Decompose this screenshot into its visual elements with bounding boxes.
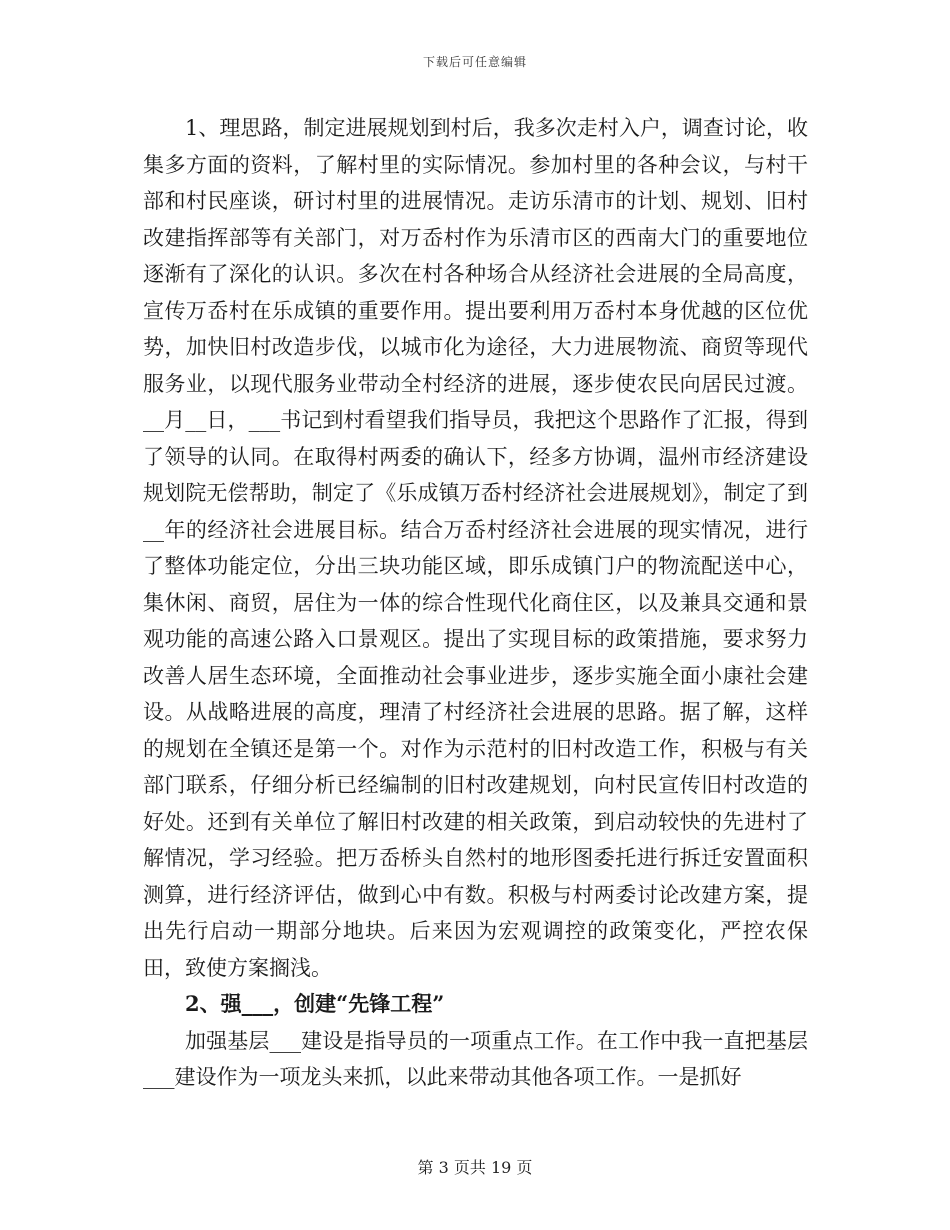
paragraph-1: 1、理思路，制定进展规划到村后，我多次走村入户，调查讨论，收集多方面的资料，了解村里的实际情况。参加村里的各种会议，与村干部和村民座谈，研讨村里的进展情况。走访乐清市的计划、规划、旧村改建指挥部等有关部门，对万岙村作为乐清市区的西南大门的重要地位逐渐有了深化的认识。多次在村各种场合从经济社会进展的全局高度，宣传万岙村在乐成镇的重要作用。提出要利用万岙村本身优越的区位优势，加快旧村改造步伐，以城市化为途径，大力进展物流、商贸等现代服务业，以现代服务业带动全村经济的进展，逐步使农民向居民过渡。__月__日，___书记到村看望我们指导员，我把这个思路作了汇报，得到了领导的认同。在取得村两委的确认下，经多方协调，温州市经济建设规划院无偿帮助，制定了《乐成镇万岙村经济社会进展规划》，制定了到__年的经济社会进展目标。结合万岙村经济社会进展的现实情况，进行了整体功能定位，分出三块功能区域，即乐成镇门户的物流配送中心，集休闲、商贸，居住为一体的综合性现代化商住区，以及兼具交通和景观功能的高速公路入口景观区。提出了实现目标的政策措施，要求努力改善人居生态环境，全面推动社会事业进步，逐步实施全面小康社会建设。从战略进展的高度，理清了村经济社会进展的思路。据了解，这样的规划在全镇还是第一个。对作为示范村的旧村改造工作，积极与有关部门联系，仔细分析已经编制的旧村改建规划，向村民宣传旧村改造的好处。还到有关单位了解旧村改建的相关政策，到启动较快的先进村了解情况，学习经验。把万岙桥头自然村的地形图委托进行拆迁安置面积测算，进行经济评估，做到心中有数。积极与村两委讨论改建方案，提出先行启动一期部分地块。后来因为宏观调控的政策变化，严控农保田，致使方案搁浅。 (143, 116, 808, 980)
section-heading-2: 2、强___，创建“先锋工程” (185, 991, 445, 1016)
page-footer: 第 3 页共 19 页 (417, 1158, 533, 1177)
document-body (143, 110, 808, 1096)
page-header: 下载后可任意编辑 (422, 55, 527, 69)
paragraph-2: 加强基层___建设是指导员的一项重点工作。在工作中我一直把基层___建设作为一项龙头来抓，以此来带动其他各项工作。一是抓好 (143, 1028, 808, 1089)
